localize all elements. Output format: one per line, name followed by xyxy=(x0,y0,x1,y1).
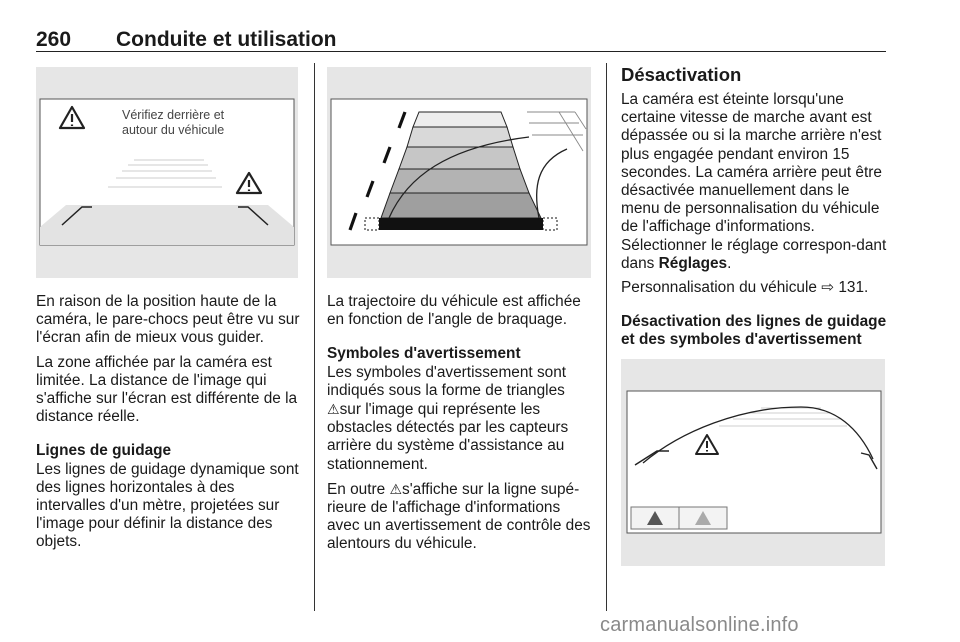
warning-text-line2: autour du véhicule xyxy=(122,123,225,137)
page-number: 260 xyxy=(36,28,72,51)
bumper-bar xyxy=(379,218,543,230)
camera-display-figure-buttons xyxy=(621,359,885,566)
settings-label: Réglages xyxy=(658,254,728,272)
heading-deactivate-guidelines: Désactivation des lignes de guidage et des symboles d'avertissement xyxy=(621,313,887,349)
deactivation-text-end: . xyxy=(727,254,732,272)
paragraph-bumper: En raison de la position haute de la caméra, le pare-chocs peut être vu sur l'écran afin de mieux vous guider. xyxy=(36,293,300,347)
warning-triangle-icon: ⚠ xyxy=(327,401,340,418)
paragraph-info-display xyxy=(327,480,595,554)
column-divider-1 xyxy=(314,63,315,611)
info-display-text-b: s'affiche sur la ligne supé‐rieure de l'affichage d'informations avec un avertissement de contrôle des alentours du véhicule. xyxy=(327,480,591,553)
header-rule xyxy=(36,51,886,52)
heading-guidelines: Lignes de guidage xyxy=(36,442,172,460)
column-2 xyxy=(327,293,595,560)
heading-warning-symbols: Symboles d'avertissement xyxy=(327,345,521,363)
warning-symbols-text-b: sur l'image qui représente les obstacles détectés par les capteurs arrière du système d'assistance au stationnement. xyxy=(327,401,569,473)
column-1 xyxy=(36,293,304,558)
deactivation-text: La caméra est éteinte lorsqu'une certaine vitesse de marche avant est dépassée ou si la marche arrière n'est plus engagée pendant environ 15 secondes. La caméra arrière peut être désactivée manuellement dans le menu de personnalisation du véhicule de l'affichage d'informations. Sélectionner le réglage correspon‐dant dans xyxy=(621,91,887,272)
paragraph-trajectory: La trajectoire du véhicule est affichée en fonction de l'angle de braquage. xyxy=(327,293,581,329)
paragraph-guidelines: Les lignes de guidage dynamique sont des lignes horizontales à des intervalles d'un mètre, projetées sur l'image pour définir la distance des objets. xyxy=(36,460,299,551)
warning-text-line1: Vérifiez derrière et xyxy=(122,108,225,122)
camera-display-figure-warning xyxy=(36,67,298,278)
page-title: Conduite et utilisation xyxy=(116,28,337,51)
column-divider-2 xyxy=(606,63,607,611)
warning-triangle-icon: ⚠ xyxy=(389,480,403,497)
camera-display-illustration xyxy=(36,67,298,278)
watermark: carmanualsonline.info xyxy=(600,614,799,636)
warning-symbols-text-a: Les symboles d'avertissement sont indiqués sous la forme de triangles xyxy=(327,363,567,399)
paragraph-page-reference: Personnalisation du véhicule ⇨ 131. xyxy=(621,279,869,297)
column-3 xyxy=(621,64,889,350)
paragraph-deactivation xyxy=(621,91,889,273)
guideline-toggle-illustration xyxy=(621,359,885,566)
info-display-text-a: En outre xyxy=(327,480,386,498)
paragraph-warning-symbols xyxy=(327,364,595,474)
trajectory-illustration xyxy=(327,67,591,278)
paragraph-area-limited: La zone affichée par la caméra est limitée. La distance de l'image qui s'affiche sur l'écran est différente de la distance réelle. xyxy=(36,353,298,426)
heading-deactivation: Désactivation xyxy=(621,64,742,85)
camera-display-figure-trajectory xyxy=(327,67,591,278)
